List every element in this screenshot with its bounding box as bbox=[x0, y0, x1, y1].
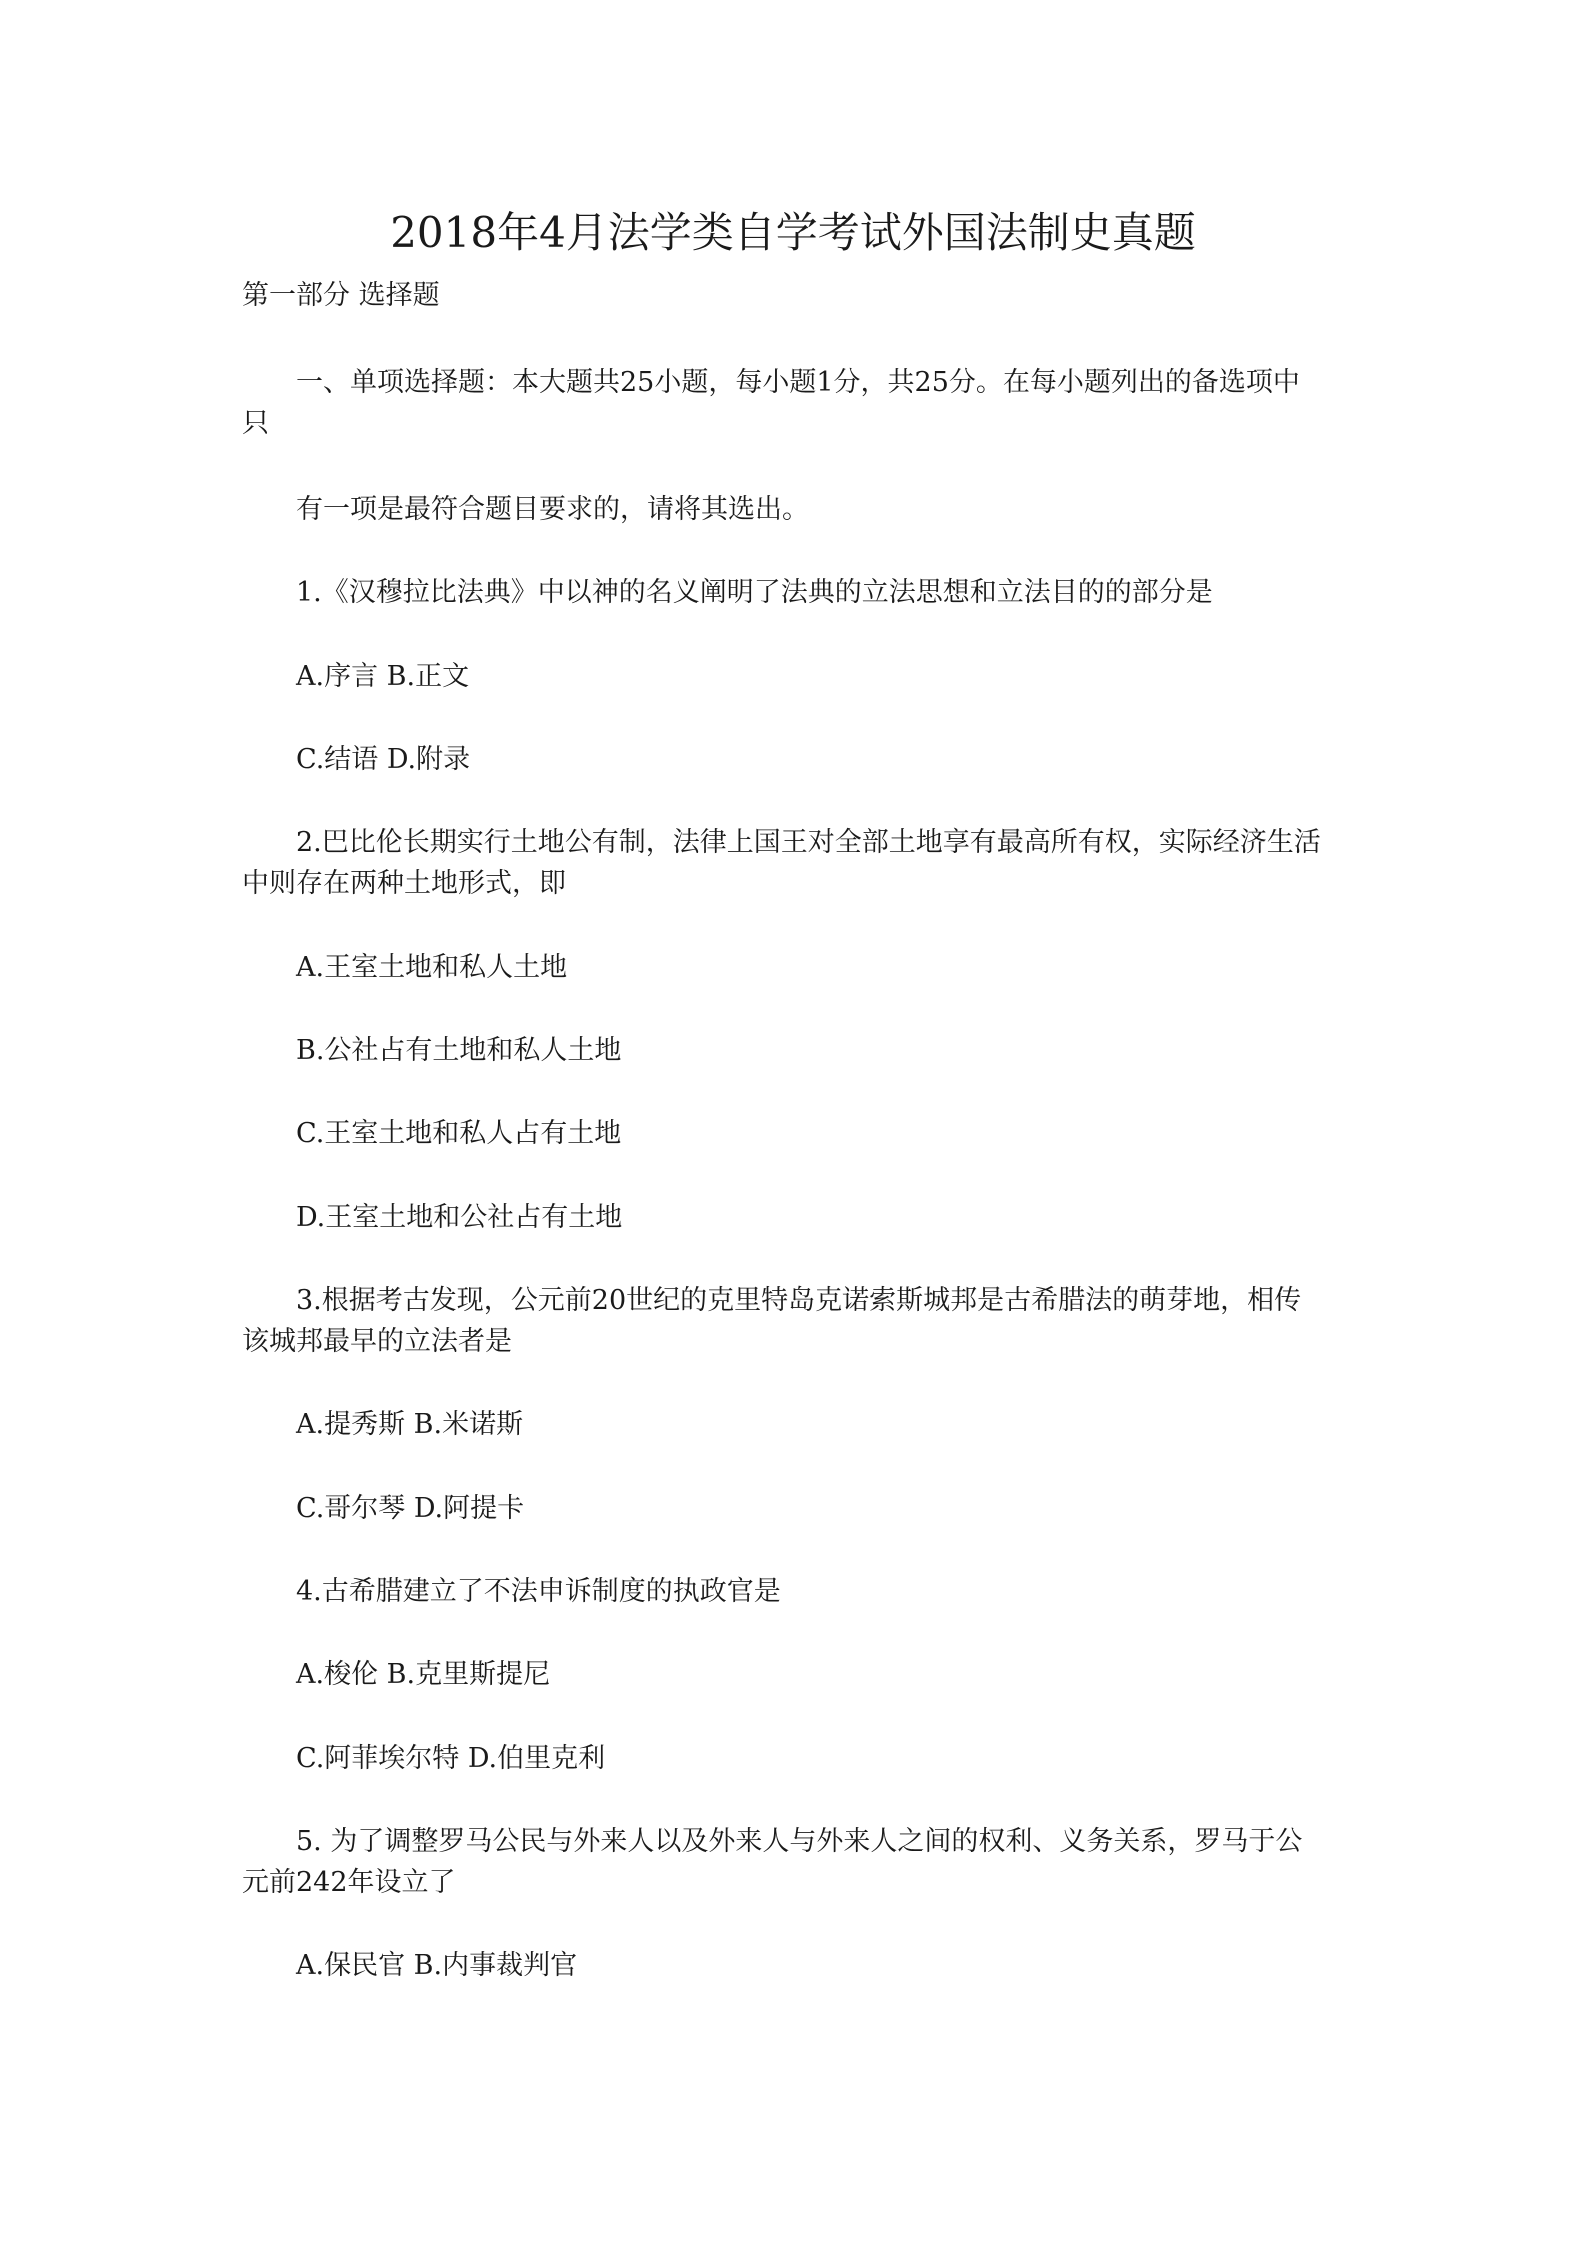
question-4: 4.古希腊建立了不法申诉制度的执政官是 bbox=[296, 1576, 781, 1607]
part-heading: 第一部分 选择题 bbox=[242, 280, 440, 311]
question-3-line-1: 3.根据考古发现，公元前20世纪的克里特岛克诺索斯城邦是古希腊法的萌芽地，相传 bbox=[296, 1285, 1302, 1316]
question-2-line-1: 2.巴比伦长期实行土地公有制，法律上国王对全部土地享有最高所有权，实际经济生活 bbox=[296, 827, 1321, 858]
question-1: 1.《汉穆拉比法典》中以神的名义阐明了法典的立法思想和立法目的的部分是 bbox=[296, 577, 1213, 608]
question-1-options-cd: C.结语 D.附录 bbox=[296, 744, 471, 775]
question-2-option-d: D.王室土地和公社占有土地 bbox=[296, 1202, 623, 1233]
instruction-line-1: 一、单项选择题：本大题共25小题，每小题1分，共25分。在每小题列出的备选项中 bbox=[296, 367, 1300, 398]
question-2-line-2: 中则存在两种土地形式，即 bbox=[242, 868, 566, 899]
question-5-options-ab: A.保民官 B.内事裁判官 bbox=[296, 1950, 578, 1981]
document-title: 2018年4月法学类自学考试外国法制史真题 bbox=[390, 208, 1196, 257]
question-2-option-a: A.王室土地和私人土地 bbox=[296, 952, 568, 983]
question-5-line-2: 元前242年设立了 bbox=[242, 1867, 456, 1898]
instruction-line-2: 有一项是最符合题目要求的，请将其选出。 bbox=[296, 494, 809, 525]
question-3-options-ab: A.提秀斯 B.米诺斯 bbox=[296, 1409, 524, 1440]
question-3-options-cd: C.哥尔琴 D.阿提卡 bbox=[296, 1493, 525, 1524]
question-3-line-2: 该城邦最早的立法者是 bbox=[242, 1326, 512, 1357]
question-2-option-c: C.王室土地和私人占有土地 bbox=[296, 1118, 622, 1149]
question-4-options-ab: A.梭伦 B.克里斯提尼 bbox=[296, 1659, 551, 1690]
question-4-options-cd: C.阿菲埃尔特 D.伯里克利 bbox=[296, 1743, 606, 1774]
question-2-option-b: B.公社占有土地和私人土地 bbox=[296, 1035, 622, 1066]
question-1-options-ab: A.序言 B.正文 bbox=[296, 661, 470, 692]
question-5-line-1: 5. 为了调整罗马公民与外来人以及外来人与外来人之间的权利、义务关系，罗马于公 bbox=[296, 1826, 1303, 1857]
instruction-line-1b: 只 bbox=[242, 408, 269, 439]
